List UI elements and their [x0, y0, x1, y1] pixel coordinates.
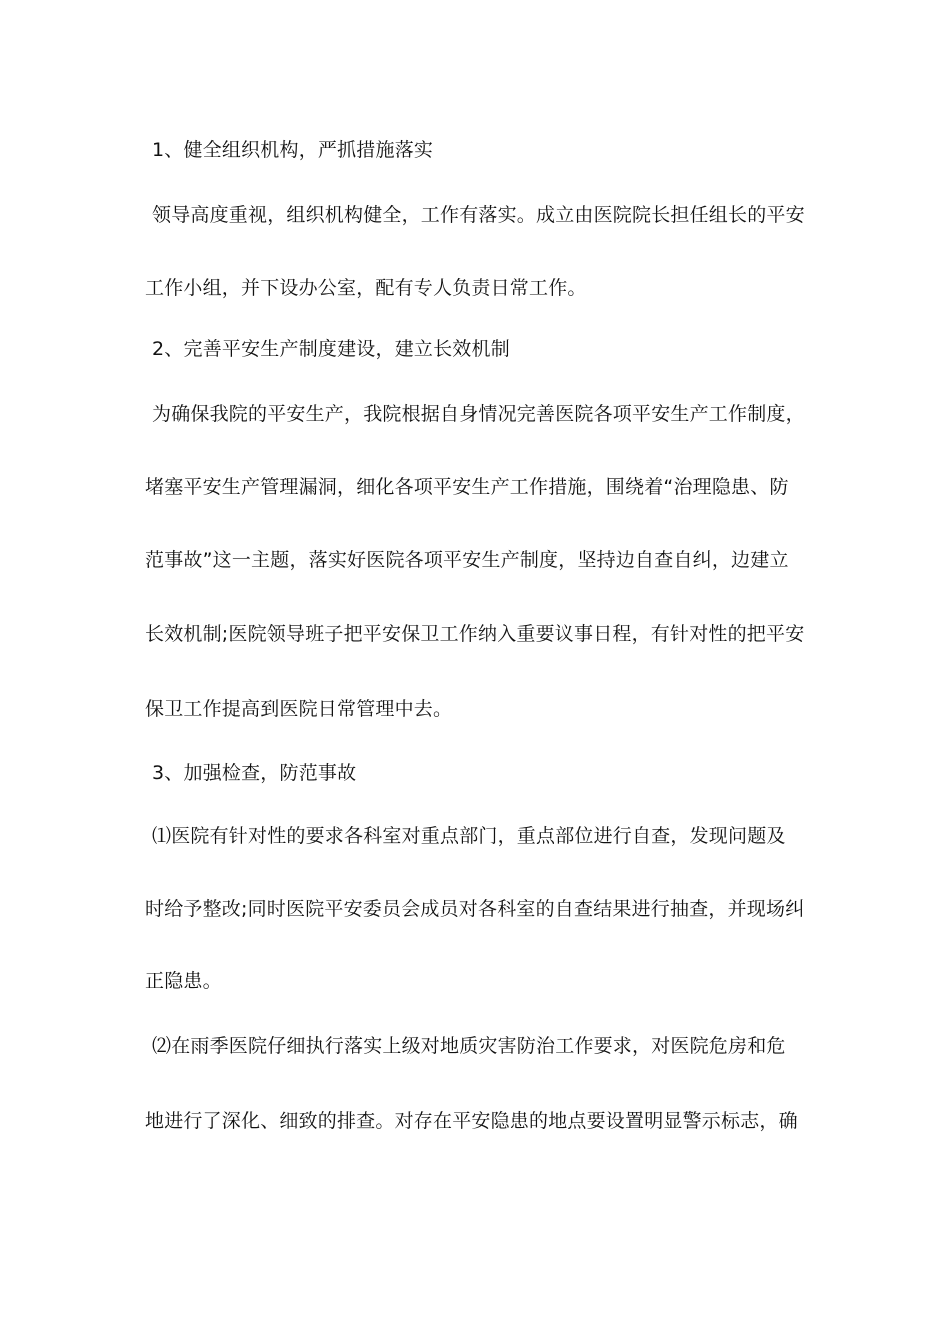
section-heading-3: 3、加强检查，防范事故: [152, 762, 357, 784]
paragraph-line: 长效机制;医院领导班子把平安保卫工作纳入重要议事日程，有针对性的把平安: [145, 623, 805, 645]
paragraph-line: 保卫工作提高到医院日常管理中去。: [145, 698, 453, 720]
paragraph-line: 时给予整改;同时医院平安委员会成员对各科室的自查结果进行抽查，并现场纠: [145, 898, 805, 920]
paragraph-line: 工作小组，并下设办公室，配有专人负责日常工作。: [145, 277, 587, 299]
paragraph-line: ⑴医院有针对性的要求各科室对重点部门，重点部位进行自查，发现问题及: [152, 825, 786, 847]
paragraph-line: ⑵在雨季医院仔细执行落实上级对地质灾害防治工作要求，对医院危房和危: [152, 1035, 786, 1057]
paragraph-line: 堵塞平安生产管理漏洞，细化各项平安生产工作措施，围绕着“治理隐患、防: [145, 476, 789, 498]
paragraph-line: 地进行了深化、细致的排查。对存在平安隐患的地点要设置明显警示标志，确: [145, 1110, 798, 1132]
paragraph-line: 为确保我院的平安生产，我院根据自身情况完善医院各项平安生产工作制度，: [152, 403, 805, 425]
paragraph-line: 范事故”这一主题，落实好医院各项平安生产制度，坚持边自查自纠，边建立: [145, 549, 789, 571]
section-heading-1: 1、健全组织机构，严抓措施落实: [152, 139, 434, 161]
section-heading-2: 2、完善平安生产制度建设，建立长效机制: [152, 338, 510, 360]
paragraph-line: 正隐患。: [145, 970, 222, 992]
paragraph-line: 领导高度重视，组织机构健全，工作有落实。成立由医院院长担任组长的平安: [152, 204, 805, 226]
